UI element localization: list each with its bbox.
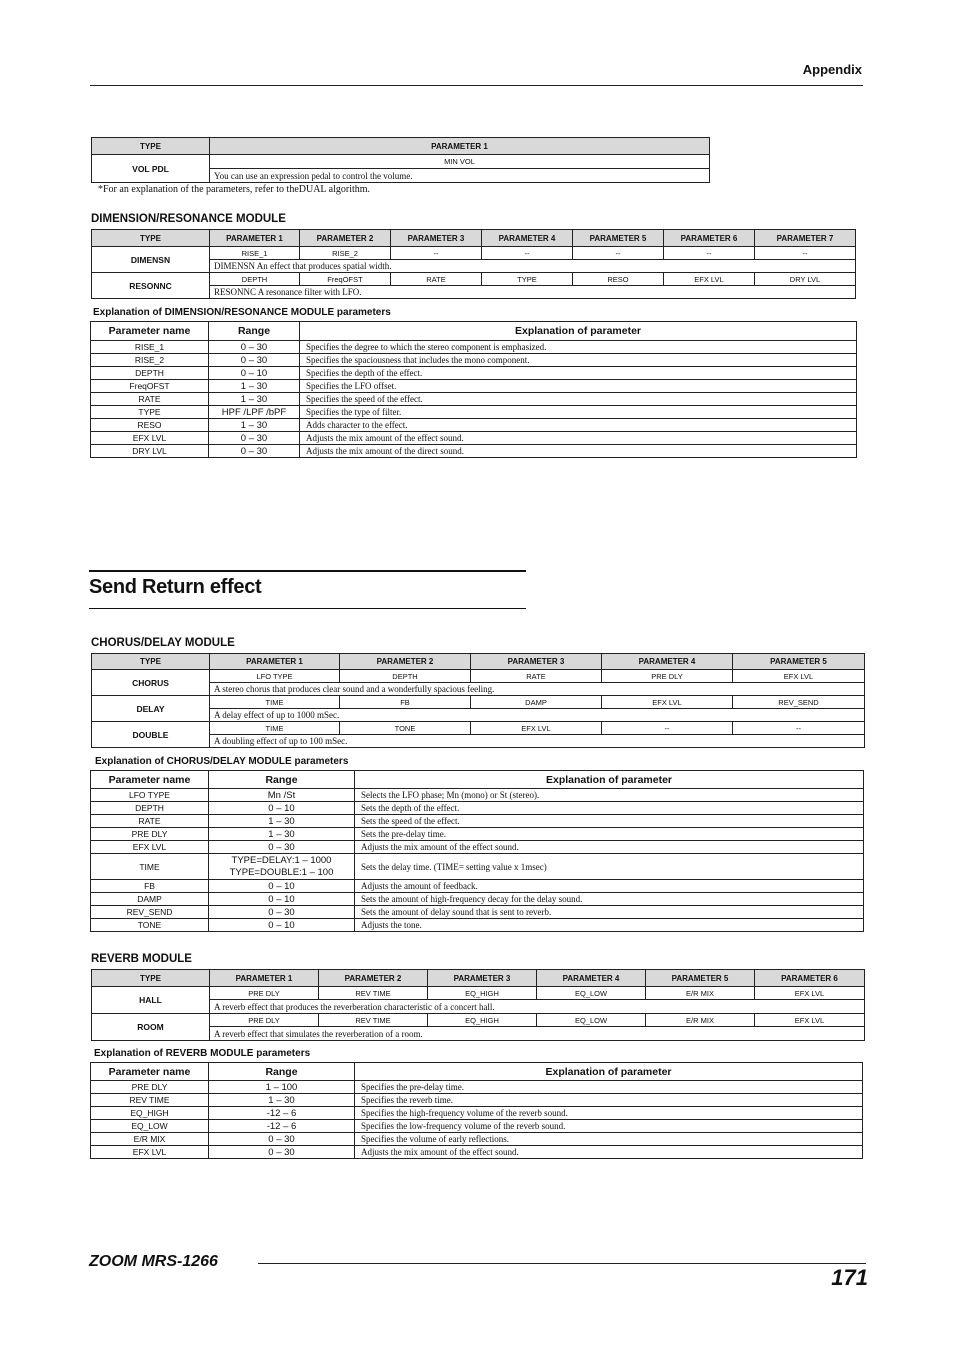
- type-cell: CHORUS: [92, 670, 210, 696]
- range-cell: 1 – 30: [209, 1094, 355, 1107]
- col-header: TYPE: [92, 138, 210, 155]
- param-cell: E/R MIX: [646, 987, 755, 1000]
- explanation-cell: Specifies the speed of the effect.: [300, 393, 857, 406]
- col-header: PARAMETER 1: [210, 138, 710, 155]
- type-cell: RESONNC: [92, 273, 210, 299]
- explanation-cell: Adjusts the tone.: [355, 919, 864, 932]
- footer-rule: [258, 1263, 866, 1264]
- product-name: ZOOM MRS-1266: [89, 1253, 218, 1270]
- table-row: [91, 841, 864, 854]
- explanation-cell: Sets the amount of high-frequency decay for the delay sound.: [355, 893, 864, 906]
- range-cell: HPF /LPF /bPF: [209, 406, 300, 419]
- param-cell: RESO: [573, 273, 664, 286]
- param-name-cell: LFO TYPE: [91, 789, 209, 802]
- param-cell: FreqOFST: [300, 273, 391, 286]
- explanation-cell: Adjusts the mix amount of the effect sound.: [355, 841, 864, 854]
- explanation-cell: Specifies the depth of the effect.: [300, 367, 857, 380]
- col-header: PARAMETER 5: [733, 654, 865, 670]
- explanation-cell: Specifies the spaciousness that includes the mono component.: [300, 354, 857, 367]
- col-header: Parameter name: [91, 322, 209, 341]
- explanation-cell: Selects the LFO phase; Mn (mono) or St (stereo).: [355, 789, 864, 802]
- col-header: Range: [209, 771, 355, 789]
- param-cell: FB: [340, 696, 471, 709]
- param-name-cell: DEPTH: [91, 367, 209, 380]
- range-cell: Mn /St: [209, 789, 355, 802]
- col-header: PARAMETER 5: [573, 230, 664, 247]
- param-cell: EFX LVL: [602, 696, 733, 709]
- param-cell: --: [664, 247, 755, 260]
- table-row: [92, 1014, 865, 1027]
- col-header: PARAMETER 4: [537, 970, 646, 987]
- range-cell: 0 – 30: [209, 841, 355, 854]
- table-row: [91, 367, 857, 380]
- col-header: Explanation of parameter: [355, 771, 864, 789]
- range-cell: 0 – 30: [209, 432, 300, 445]
- table-row: [91, 341, 857, 354]
- dimension-resonance-params-table: [90, 321, 857, 458]
- description-cell: A doubling effect of up to 100 mSec.: [210, 735, 865, 748]
- table-row: [91, 802, 864, 815]
- explanation-cell: Specifies the LFO offset.: [300, 380, 857, 393]
- param-cell: MIN VOL: [210, 155, 710, 169]
- param-cell: RISE_2: [300, 247, 391, 260]
- col-header: Explanation of parameter: [300, 322, 857, 341]
- table-row: [91, 815, 864, 828]
- param-cell: REV TIME: [319, 1014, 428, 1027]
- table-row: [91, 1133, 863, 1146]
- param-cell: TYPE: [482, 273, 573, 286]
- col-header: PARAMETER 1: [210, 230, 300, 247]
- param-cell: DEPTH: [340, 670, 471, 683]
- range-cell: 0 – 30: [209, 906, 355, 919]
- range-cell: 0 – 10: [209, 893, 355, 906]
- type-cell: VOL PDL: [92, 155, 210, 183]
- type-cell: DOUBLE: [92, 722, 210, 748]
- explanation-cell: Adjusts the mix amount of the effect sound.: [355, 1146, 863, 1159]
- range-cell: 0 – 30: [209, 1146, 355, 1159]
- table-row: [91, 1146, 863, 1159]
- range-cell: 1 – 100: [209, 1081, 355, 1094]
- table-row: [91, 880, 864, 893]
- param-name-cell: E/R MIX: [91, 1133, 209, 1146]
- param-cell: RISE_1: [210, 247, 300, 260]
- range-cell: TYPE=DELAY:1 – 1000 TYPE=DOUBLE:1 – 100: [209, 854, 355, 880]
- table-row: [91, 789, 864, 802]
- explanation-cell: Sets the pre-delay time.: [355, 828, 864, 841]
- param-cell: --: [391, 247, 482, 260]
- col-header: PARAMETER 2: [340, 654, 471, 670]
- type-cell: DELAY: [92, 696, 210, 722]
- param-name-cell: EFX LVL: [91, 432, 209, 445]
- param-cell: --: [482, 247, 573, 260]
- param-cell: RATE: [471, 670, 602, 683]
- param-cell: EFX LVL: [755, 987, 865, 1000]
- range-cell: 1 – 30: [209, 419, 300, 432]
- param-cell: --: [755, 247, 856, 260]
- range-cell: -12 – 6: [209, 1107, 355, 1120]
- module-heading: CHORUS/DELAY MODULE: [91, 637, 235, 649]
- param-name-cell: DEPTH: [91, 802, 209, 815]
- col-header: PARAMETER 1: [210, 970, 319, 987]
- param-cell: --: [573, 247, 664, 260]
- param-name-cell: TYPE: [91, 406, 209, 419]
- param-cell: E/R MIX: [646, 1014, 755, 1027]
- table-row: [91, 906, 864, 919]
- range-cell: 0 – 10: [209, 919, 355, 932]
- range-cell: 0 – 30: [209, 1133, 355, 1146]
- range-cell: 1 – 30: [209, 828, 355, 841]
- param-cell: EQ_HIGH: [428, 1014, 537, 1027]
- col-header: PARAMETER 3: [471, 654, 602, 670]
- explanation-cell: Specifies the volume of early reflections.: [355, 1133, 863, 1146]
- param-name-cell: EFX LVL: [91, 1146, 209, 1159]
- param-cell: REV_SEND: [733, 696, 865, 709]
- table-caption: Explanation of CHORUS/DELAY MODULE parameters: [95, 756, 349, 767]
- section-rule-top: [89, 570, 526, 572]
- type-cell: DIMENSN: [92, 247, 210, 273]
- param-cell: TIME: [210, 722, 340, 735]
- type-cell: HALL: [92, 987, 210, 1014]
- reverb-table: [91, 969, 865, 1041]
- col-header: PARAMETER 3: [391, 230, 482, 247]
- param-name-cell: EQ_LOW: [91, 1120, 209, 1133]
- page-number: 171: [831, 1265, 868, 1290]
- explanation-cell: Specifies the type of filter.: [300, 406, 857, 419]
- col-header: PARAMETER 2: [300, 230, 391, 247]
- explanation-cell: Sets the speed of the effect.: [355, 815, 864, 828]
- param-cell: EFX LVL: [664, 273, 755, 286]
- col-header: PARAMETER 5: [646, 970, 755, 987]
- range-cell: 1 – 30: [209, 380, 300, 393]
- table-row: [91, 432, 857, 445]
- range-cell: 0 – 10: [209, 802, 355, 815]
- chorus-delay-table: [91, 653, 865, 748]
- param-name-cell: RISE_2: [91, 354, 209, 367]
- param-cell: DRY LVL: [755, 273, 856, 286]
- table-row: [91, 828, 864, 841]
- param-name-cell: RESO: [91, 419, 209, 432]
- col-header: Parameter name: [91, 771, 209, 789]
- header-rule: [90, 85, 863, 86]
- table-row: [92, 722, 865, 735]
- param-cell: REV TIME: [319, 987, 428, 1000]
- module-heading: DIMENSION/RESONANCE MODULE: [91, 213, 286, 225]
- explanation-cell: Specifies the degree to which the stereo component is emphasized.: [300, 341, 857, 354]
- param-cell: PRE DLY: [210, 987, 319, 1000]
- param-cell: --: [602, 722, 733, 735]
- description-cell: DIMENSN An effect that produces spatial width.: [210, 260, 856, 273]
- range-cell: 0 – 30: [209, 354, 300, 367]
- description-cell: A reverb effect that simulates the reverberation of a room.: [210, 1027, 865, 1041]
- param-cell: EFX LVL: [471, 722, 602, 735]
- param-cell: RATE: [391, 273, 482, 286]
- table-row: [92, 670, 865, 683]
- param-cell: DEPTH: [210, 273, 300, 286]
- param-name-cell: REV_SEND: [91, 906, 209, 919]
- col-header: PARAMETER 2: [319, 970, 428, 987]
- section-rule-bottom: [89, 608, 526, 609]
- param-name-cell: PRE DLY: [91, 1081, 209, 1094]
- table-row: [92, 273, 856, 286]
- explanation-cell: Sets the depth of the effect.: [355, 802, 864, 815]
- param-name-cell: PRE DLY: [91, 828, 209, 841]
- param-cell: TONE: [340, 722, 471, 735]
- table-row: [92, 247, 856, 260]
- explanation-cell: Sets the amount of delay sound that is sent to reverb.: [355, 906, 864, 919]
- col-header: Parameter name: [91, 1063, 209, 1081]
- param-cell: TIME: [210, 696, 340, 709]
- description-cell: A reverb effect that produces the reverberation characteristic of a concert hall.: [210, 1000, 865, 1014]
- param-cell: EQ_LOW: [537, 987, 646, 1000]
- section-title: Send Return effect: [89, 576, 262, 598]
- param-cell: LFO TYPE: [210, 670, 340, 683]
- explanation-cell: Adjusts the mix amount of the effect sound.: [300, 432, 857, 445]
- description-cell: You can use an expression pedal to control the volume.: [210, 169, 710, 183]
- param-cell: PRE DLY: [602, 670, 733, 683]
- param-cell: PRE DLY: [210, 1014, 319, 1027]
- param-name-cell: EFX LVL: [91, 841, 209, 854]
- col-header: Range: [209, 1063, 355, 1081]
- explanation-cell: Adjusts the amount of feedback.: [355, 880, 864, 893]
- description-cell: A delay effect of up to 1000 mSec.: [210, 709, 865, 722]
- table-row: [91, 919, 864, 932]
- description-cell: RESONNC A resonance filter with LFO.: [210, 286, 856, 299]
- table-row: [91, 354, 857, 367]
- col-header: TYPE: [92, 970, 210, 987]
- col-header: TYPE: [92, 654, 210, 670]
- table-row: [92, 987, 865, 1000]
- range-cell: 0 – 10: [209, 367, 300, 380]
- explanation-cell: Sets the delay time. (TIME= setting value x 1msec): [355, 854, 864, 880]
- param-cell: EFX LVL: [755, 1014, 865, 1027]
- col-header: PARAMETER 1: [210, 654, 340, 670]
- table-row: [91, 1107, 863, 1120]
- explanation-cell: Specifies the pre-delay time.: [355, 1081, 863, 1094]
- param-name-cell: TIME: [91, 854, 209, 880]
- param-name-cell: TONE: [91, 919, 209, 932]
- param-cell: EQ_HIGH: [428, 987, 537, 1000]
- col-header: PARAMETER 3: [428, 970, 537, 987]
- explanation-cell: Specifies the low-frequency volume of the reverb sound.: [355, 1120, 863, 1133]
- explanation-cell: Adds character to the effect.: [300, 419, 857, 432]
- dimension-resonance-table: [91, 229, 856, 299]
- param-name-cell: RISE_1: [91, 341, 209, 354]
- table-row: [91, 1081, 863, 1094]
- param-name-cell: EQ_HIGH: [91, 1107, 209, 1120]
- col-header: PARAMETER 4: [602, 654, 733, 670]
- col-header: Range: [209, 322, 300, 341]
- explanation-cell: Adjusts the mix amount of the direct sound.: [300, 445, 857, 458]
- reverb-params-table: [90, 1062, 863, 1159]
- running-header: Appendix: [802, 62, 862, 77]
- table-row: [91, 854, 864, 880]
- range-cell: 0 – 10: [209, 880, 355, 893]
- param-name-cell: RATE: [91, 393, 209, 406]
- param-cell: --: [733, 722, 865, 735]
- table-row: [91, 393, 857, 406]
- table-row: [91, 419, 857, 432]
- param-cell: DAMP: [471, 696, 602, 709]
- param-name-cell: RATE: [91, 815, 209, 828]
- col-header: PARAMETER 7: [755, 230, 856, 247]
- param-name-cell: REV TIME: [91, 1094, 209, 1107]
- table-row: [91, 380, 857, 393]
- range-cell: -12 – 6: [209, 1120, 355, 1133]
- col-header: PARAMETER 6: [664, 230, 755, 247]
- table-row: [91, 1094, 863, 1107]
- param-name-cell: FB: [91, 880, 209, 893]
- table-caption: Explanation of REVERB MODULE parameters: [94, 1048, 311, 1059]
- module-heading: REVERB MODULE: [91, 953, 192, 965]
- table-row: [91, 406, 857, 419]
- col-header: PARAMETER 6: [755, 970, 865, 987]
- table-row: [91, 893, 864, 906]
- footnote: *For an explanation of the parameters, refer to theDUAL algorithm.: [98, 184, 371, 195]
- vol-pdl-table: [91, 137, 710, 183]
- chorus-delay-params-table: [90, 770, 864, 932]
- param-cell: EQ_LOW: [537, 1014, 646, 1027]
- param-name-cell: FreqOFST: [91, 380, 209, 393]
- explanation-cell: Specifies the reverb time.: [355, 1094, 863, 1107]
- col-header: TYPE: [92, 230, 210, 247]
- param-name-cell: DAMP: [91, 893, 209, 906]
- type-cell: ROOM: [92, 1014, 210, 1041]
- col-header: PARAMETER 4: [482, 230, 573, 247]
- param-cell: EFX LVL: [733, 670, 865, 683]
- table-row: [91, 1120, 863, 1133]
- table-row: [91, 445, 857, 458]
- param-name-cell: DRY LVL: [91, 445, 209, 458]
- range-cell: 1 – 30: [209, 815, 355, 828]
- table-caption: Explanation of DIMENSION/RESONANCE MODULE parameters: [93, 307, 391, 318]
- range-cell: 0 – 30: [209, 445, 300, 458]
- col-header: Explanation of parameter: [355, 1063, 863, 1081]
- description-cell: A stereo chorus that produces clear sound and a wonderfully spacious feeling.: [210, 683, 865, 696]
- explanation-cell: Specifies the high-frequency volume of the reverb sound.: [355, 1107, 863, 1120]
- range-cell: 1 – 30: [209, 393, 300, 406]
- table-row: [92, 696, 865, 709]
- range-cell: 0 – 30: [209, 341, 300, 354]
